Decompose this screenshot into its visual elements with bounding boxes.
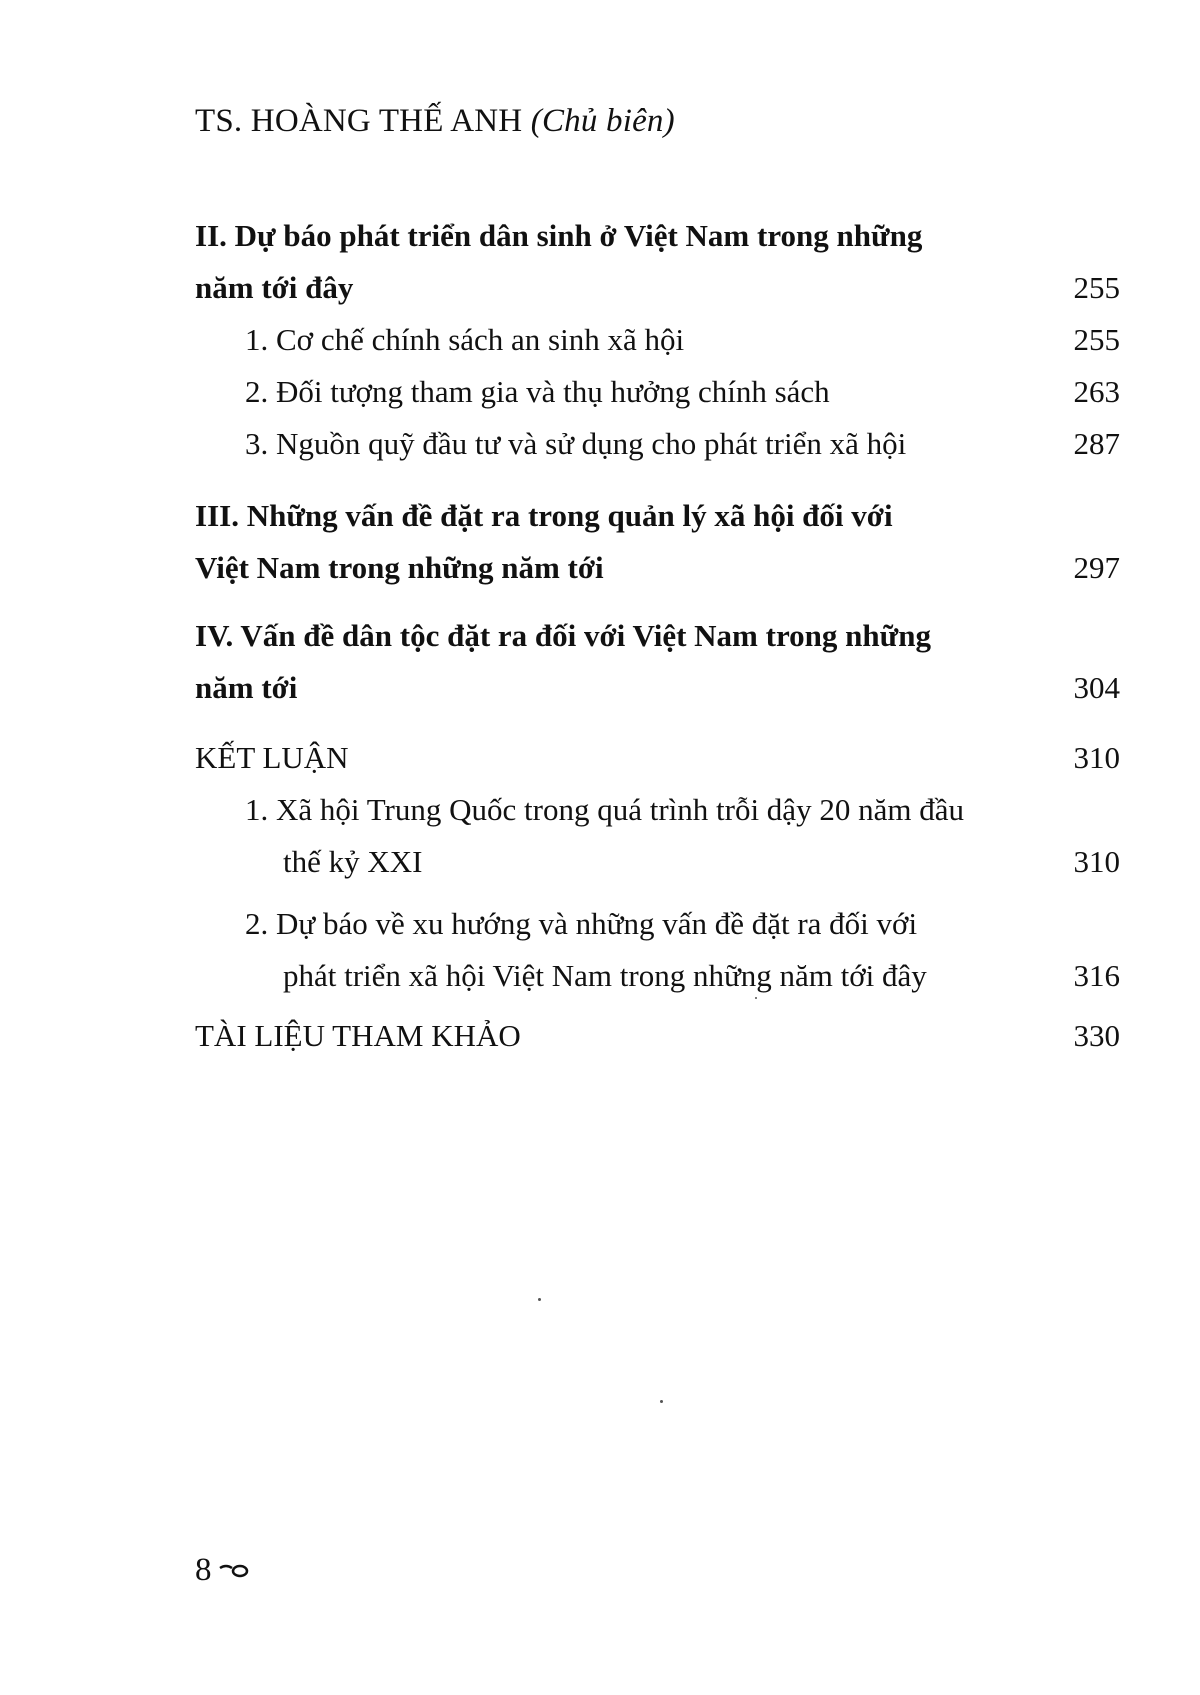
toc-entry-title: 1. Xã hội Trung Quốc trong quá trình trỗi dậy 20 năm đầu xyxy=(245,792,964,827)
ornament-icon xyxy=(218,1552,252,1589)
toc-entry-title: KẾT LUẬN xyxy=(195,740,349,775)
toc-entry-title: TÀI LIỆU THAM KHẢO xyxy=(195,1018,521,1053)
toc-entry-references xyxy=(195,1010,1120,1062)
toc-entry-title: III. Những vấn đề đặt ra trong quản lý xã hội đối với xyxy=(195,498,893,533)
toc-entry-title: 1. Cơ chế chính sách an sinh xã hội xyxy=(245,322,685,357)
toc-entry-title-end: phát triển xã hội Việt Nam trong những năm tới đây xyxy=(283,958,927,993)
toc-entry-title: 2. Dự báo về xu hướng và những vấn đề đặt ra đối với xyxy=(245,906,918,941)
toc-entry-conclusion-1 xyxy=(245,784,1120,888)
running-header xyxy=(195,103,675,140)
toc-page-number: 310 xyxy=(1073,844,1120,879)
toc-entry-title-end: thế kỷ XXI xyxy=(283,844,423,879)
toc-entry-2-3 xyxy=(245,418,1120,470)
toc-page-number: 330 xyxy=(1073,1018,1120,1053)
toc-entry-conclusion-2 xyxy=(245,898,1120,1002)
toc-entry-title: IV. Vấn đề dân tộc đặt ra đối với Việt Nam trong những xyxy=(195,618,931,653)
toc-page-number: 304 xyxy=(1073,670,1120,705)
toc-page-number: 263 xyxy=(1073,374,1120,409)
toc-entry-title-end: năm tới đây xyxy=(195,270,354,305)
toc-entry-section-2 xyxy=(195,210,1120,314)
header-author: TS. HOÀNG THẾ ANH xyxy=(195,103,523,139)
print-speck xyxy=(660,1400,663,1403)
toc-entry-title: II. Dự báo phát triển dân sinh ở Việt Nam trong những xyxy=(195,218,923,253)
toc-entry-title: 2. Đối tượng tham gia và thụ hưởng chính sách xyxy=(245,374,830,409)
toc-page-number: 255 xyxy=(1073,270,1120,305)
toc-page-number: 287 xyxy=(1073,426,1120,461)
toc-entry-2-1 xyxy=(245,314,1120,366)
toc-page-number: 310 xyxy=(1073,740,1120,775)
page-number: 8 xyxy=(195,1552,212,1588)
header-editor: (Chủ biên) xyxy=(530,103,675,139)
print-speck xyxy=(755,997,757,999)
toc-entry-conclusion xyxy=(195,732,1120,784)
toc-entry-title: 3. Nguồn quỹ đầu tư và sử dụng cho phát triển xã hội xyxy=(245,426,907,461)
toc-entry-title-end: Việt Nam trong những năm tới xyxy=(195,550,604,585)
toc-entry-section-3 xyxy=(195,490,1120,594)
toc-entry-section-4 xyxy=(195,610,1120,714)
print-speck xyxy=(538,1298,541,1301)
toc-page-number: 316 xyxy=(1073,958,1120,993)
toc-entry-title-end: năm tới xyxy=(195,670,298,705)
toc-page-number: 255 xyxy=(1073,322,1120,357)
toc-page-number: 297 xyxy=(1073,550,1120,585)
toc-entry-2-2 xyxy=(245,366,1120,418)
page-footer xyxy=(195,1552,252,1589)
